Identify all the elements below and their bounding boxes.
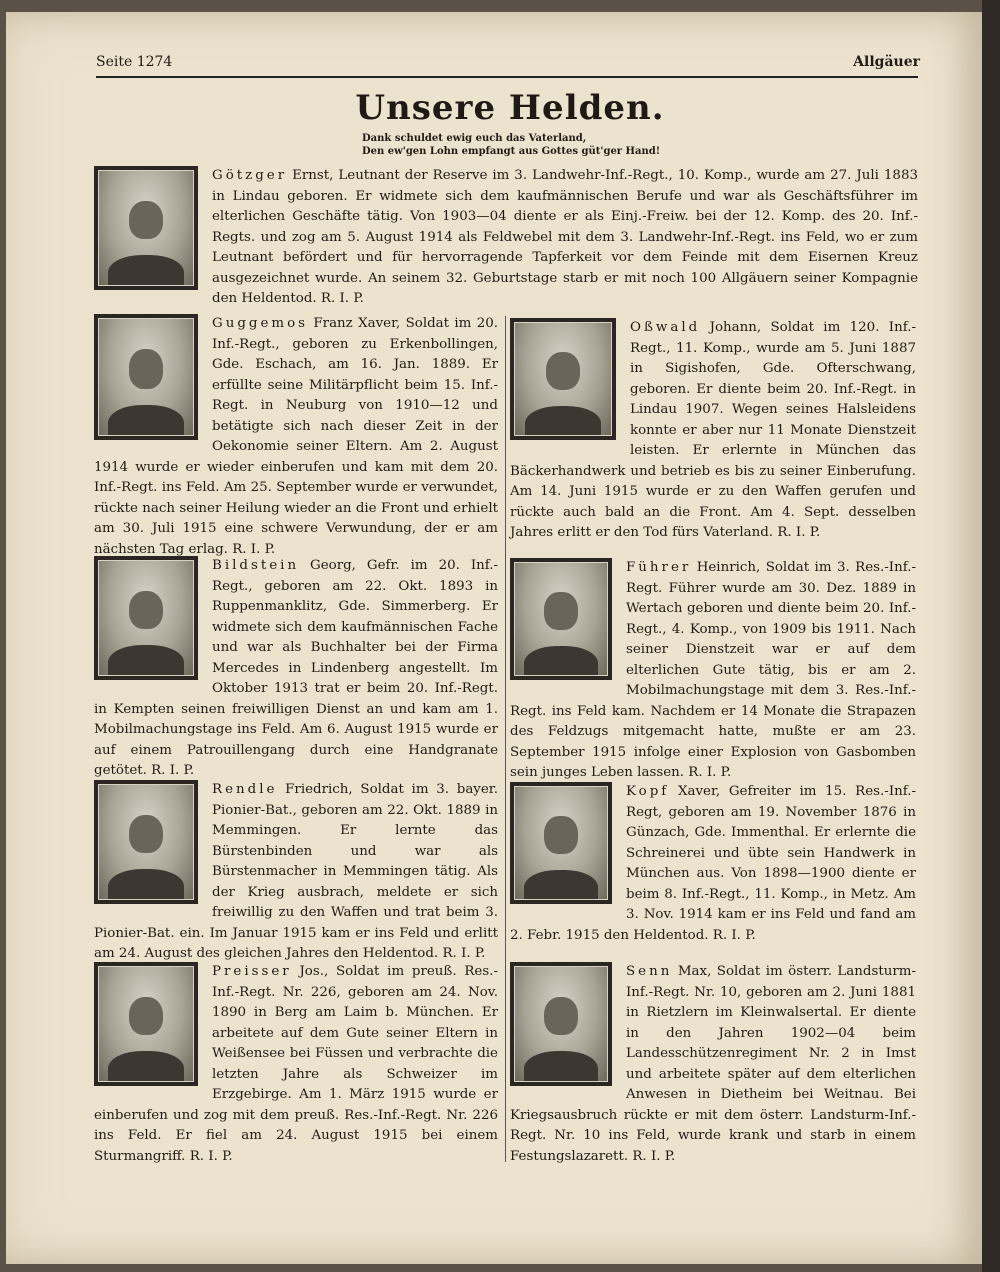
entry-name: Preisser: [212, 964, 292, 979]
entry-rip: R. I. P.: [189, 1148, 233, 1164]
obituary-entry-kopf: [510, 782, 916, 946]
header-rule: [96, 76, 918, 78]
obituary-entry-osswald: [510, 318, 916, 544]
portrait-photo: [510, 558, 612, 680]
entry-text: Xaver, Gefreiter im 15. Res.-Inf.-Regt, geboren am 19. November 1876 in Günzach, Gde. Immenthal. Er erlernte die Schreinerei und übte sein Handwerk in München aus. Von 1898—1900 diente er beim 8. Inf.-Regt., 11. Komp., in Metz. Am 3. Nov. 1914 kam er ins Feld und fand am 2. Febr. 1915 den Heldentod.: [510, 784, 916, 943]
portrait-photo: [510, 962, 612, 1086]
entry-text: Franz Xaver, Soldat im 20. Inf.-Regt., geboren zu Erkenbollingen, Gde. Eschach, am 16. Jan. 1889. Er erfüllte seine Militärpflicht beim 15. Inf.-Regt. in Neuburg von 1910—12 und betätigte sich nach dieser Zeit in der Oekonomie seiner Eltern. Am 2. August 1914 wurde er wieder einberufen und kam mit dem 20. Inf.-Regt. ins Feld. Am 25. September wurde er verwundet, rückte nach seiner Heilung wieder an die Front und erhielt am 30. Juli 1915 eine schwere Verwundung, der er am nächsten Tag erlag.: [94, 316, 498, 557]
portrait-photo: [94, 314, 198, 440]
portrait-photo: [94, 166, 198, 290]
entry-name: Rendle: [212, 782, 278, 797]
entry-name: Oßwald: [630, 320, 701, 335]
portrait-photo: [94, 962, 198, 1086]
obituary-entry-preisser: [94, 962, 498, 1167]
entry-name: Kopf: [626, 784, 670, 799]
obituary-entry-senn: [510, 962, 916, 1167]
entry-name: Götzger: [212, 168, 288, 183]
entry-rip: R. I. P.: [232, 541, 276, 557]
motto-line-2: Den ew'gen Lohn empfangt aus Gottes güt'ger Hand!: [362, 146, 661, 157]
entry-rip: R. I. P.: [320, 291, 364, 306]
page-number: Seite 1274: [96, 54, 173, 70]
page-title: Unsere Helden.: [355, 88, 665, 128]
portrait-photo: [510, 782, 612, 904]
entry-rip: R. I. P.: [777, 525, 821, 540]
entry-rip: R. I. P.: [151, 763, 195, 778]
portrait-photo: [94, 556, 198, 680]
obituary-entry-guggemos: [94, 314, 498, 560]
entry-text: Georg, Gefr. im 20. Inf.-Regt., geboren am 22. Okt. 1893 in Ruppenmanklitz, Gde. Simmerberg. Er widmete sich dem kaufmännischen Fache und war als Buchhalter bei der Firma Mercedes in Lindenberg angestellt. Im Oktober 1913 trat er beim 20. Inf.-Regt. in Kempten seinen freiwilligen Dienst an und kam am 1. Mobilmachungstage ins Feld. Am 6. August 1915 wurde er auf einem Patrouillengang durch eine Handgranate getötet.: [94, 558, 498, 778]
entry-text: Jos., Soldat im preuß. Res.-Inf.-Regt. Nr. 226, geboren am 24. Nov. 1890 in Berg am Laim b. München. Er arbeitete auf dem Gute seiner Eltern in Weißensee bei Füssen und verbrachte die letzten Jahre als Schweizer im Erzgebirge. Am 1. März 1915 wurde er einberufen und zog mit dem preuß. Res.-Inf.-Regt. Nr. 226 ins Feld. Er fiel am 24. August 1915 bei einem Sturmangriff.: [94, 964, 498, 1164]
obituary-entry-bildstein: [94, 556, 498, 782]
entry-text: Ernst, Leutnant der Reserve im 3. Landwehr-Inf.-Regt., 10. Komp., wurde am 27. Juli 1883 in Lindau geboren. Er widmete sich dem kaufmännischen Berufe und war als Geschäftsführer im elterlichen Geschäfte tätig. Von 1903—04 diente er als Einj.-Freiw. bei der 12. Komp. des 20. Inf.-Regts. und zog am 5. August 1914 als Feldwebel mit dem 3. Landwehr-Inf.-Regt. ins Feld, wo er zum Leutnant befördert und für hervorragende Tapferkeit vor dem Feinde mit dem Eisernen Kreuz ausgezeichnet wurde. An seinem 32. Geburtstage starb er mit noch 100 Allgäuern seiner Kompagnie den Heldentod.: [212, 168, 918, 306]
entry-name: Senn: [626, 964, 673, 979]
entry-rip: R. I. P.: [632, 1148, 676, 1164]
motto-line-1: Dank schuldet ewig euch das Vaterland,: [362, 133, 587, 144]
entry-rip: R. I. P.: [442, 946, 486, 961]
entry-name: Führer: [626, 560, 692, 575]
column-divider: [505, 316, 506, 1162]
book-spine-edge: [982, 0, 1000, 1272]
entry-name: Guggemos: [212, 316, 309, 331]
entry-text: Heinrich, Soldat im 3. Res.-Inf.-Regt. Führer wurde am 30. Dez. 1889 in Wertach geboren und diente beim 20. Inf.-Regt., 4. Komp., von 1909 bis 1911. Nach seiner Dienstzeit war er auf dem elterlichen Gute tätig, bis er am 2. Mobilmachungstage mit dem 3. Res.-Inf.-Regt. ins Feld kam. Nachdem er 14 Monate die Strapazen des Feldzugs mitgemacht hatte, mußte er am 23. September 1915 infolge einer Explosion von Gasbomben sein junges Leben lassen.: [510, 560, 916, 780]
entry-text: Friedrich, Soldat im 3. bayer. Pionier-Bat., geboren am 22. Okt. 1889 in Memmingen. Er lernte das Bürstenbinden und war als Bürstenmacher in Memmingen tätig. Als der Krieg ausbrach, meldete er sich freiwillig zu den Waffen und trat beim 3. Pionier-Bat. ein. Im Januar 1915 kam er ins Feld und erlitt am 24. August des gleichen Jahres den Heldentod.: [94, 782, 498, 961]
entry-name: Bildstein: [212, 558, 300, 573]
obituary-entry-goetzger: [94, 166, 918, 310]
obituary-entry-rendle: [94, 780, 498, 965]
portrait-photo: [94, 780, 198, 904]
publication-name: Allgäuer: [853, 54, 920, 70]
portrait-photo: [510, 318, 616, 440]
obituary-entry-fuehrer: [510, 558, 916, 784]
entry-text: Johann, Soldat im 120. Inf.-Regt., 11. Komp., wurde am 5. Juni 1887 in Sigishofen, Gde. Ofterschwang, geboren. Er diente beim 20. Inf.-Regt. in Lindau 1907. Wegen seines Halsleidens konnte er aber nur 11 Monate Dienstzeit leisten. Er erlernte in München das Bäckerhandwerk und betrieb es bis zu seiner Einberufung. Am 14. Juni 1915 wurde er zu den Waffen gerufen und rückte auch bald an die Front. Am 4. Sept. desselben Jahres erlitt er den Tod fürs Vaterland.: [510, 320, 916, 540]
entry-rip: R. I. P.: [688, 765, 732, 780]
motto: [362, 132, 660, 158]
entry-text: Max, Soldat im österr. Landsturm-Inf.-Regt. Nr. 10, geboren am 2. Juni 1881 in Rietzlern im Kleinwalsertal. Er diente in den Jahren 1902—04 beim Landesschützenregiment Nr. 2 in Imst und arbeitete später auf dem elterlichen Anwesen in Dietheim bei Weitnau. Bei Kriegsausbruch rückte er mit dem österr. Landsturm-Inf.-Regt. Nr. 10 ins Feld, wurde krank und starb in einem Festungslazarett.: [510, 964, 916, 1164]
entry-rip: R. I. P.: [712, 927, 756, 943]
